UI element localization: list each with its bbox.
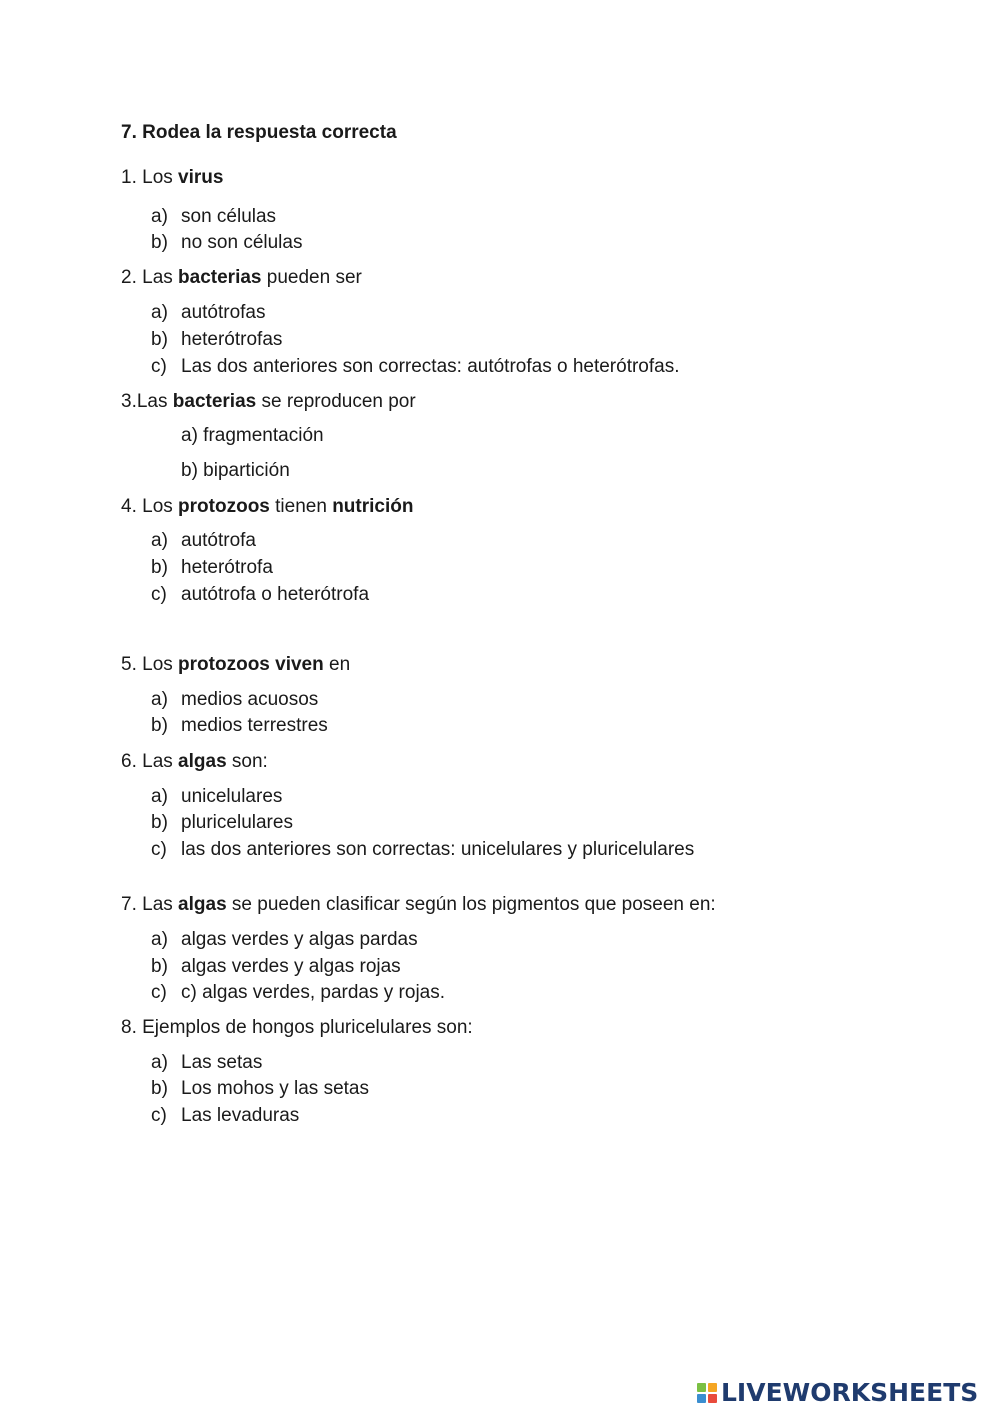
option-7b[interactable]: b) algas verdes y algas rojas bbox=[151, 956, 401, 977]
question-1: 1. Los virus bbox=[121, 167, 224, 188]
liveworksheets-logo[interactable] bbox=[697, 1378, 978, 1408]
option-3a[interactable]: a) fragmentación bbox=[181, 425, 324, 446]
option-3b[interactable]: b) bipartición bbox=[181, 460, 290, 481]
question-4: 4. Los protozoos tienen nutrición bbox=[121, 496, 414, 517]
option-6b[interactable]: b) pluricelulares bbox=[151, 812, 293, 833]
question-7: 7. Las algas se pueden clasificar según los pigmentos que poseen en: bbox=[121, 894, 716, 915]
question-3: 3.Las bacterias se reproducen por bbox=[121, 391, 416, 412]
question-5: 5. Los protozoos viven en bbox=[121, 654, 351, 675]
option-6c[interactable]: c) las dos anteriores son correctas: unicelulares y pluricelulares bbox=[151, 839, 695, 860]
liveworksheets-logo-icon bbox=[697, 1383, 717, 1403]
option-4c[interactable]: c) autótrofa o heterótrofa bbox=[151, 584, 370, 605]
logo-square-red bbox=[708, 1394, 717, 1403]
logo-square-blue bbox=[697, 1394, 706, 1403]
option-8a[interactable]: a) Las setas bbox=[151, 1052, 263, 1073]
option-7c[interactable]: c) c) algas verdes, pardas y rojas. bbox=[151, 982, 446, 1003]
option-2b[interactable]: b) heterótrofas bbox=[151, 329, 283, 350]
option-4b[interactable]: b) heterótrofa bbox=[151, 557, 273, 578]
option-8b[interactable]: b) Los mohos y las setas bbox=[151, 1078, 369, 1099]
option-8c[interactable]: c) Las levaduras bbox=[151, 1105, 300, 1126]
option-2a[interactable]: a) autótrofas bbox=[151, 302, 266, 323]
option-5b[interactable]: b) medios terrestres bbox=[151, 715, 328, 736]
logo-square-green bbox=[697, 1383, 706, 1392]
question-2: 2. Las bacterias pueden ser bbox=[121, 267, 362, 288]
option-4a[interactable]: a) autótrofa bbox=[151, 530, 256, 551]
question-6: 6. Las algas son: bbox=[121, 751, 268, 772]
option-6a[interactable]: a) unicelulares bbox=[151, 786, 283, 807]
option-2c[interactable]: c) Las dos anteriores son correctas: autótrofas o heterótrofas. bbox=[151, 356, 680, 377]
option-5a[interactable]: a) medios acuosos bbox=[151, 689, 319, 710]
logo-square-orange bbox=[708, 1383, 717, 1392]
logo-text: LIVEWORKSHEETS bbox=[721, 1378, 979, 1407]
question-8: 8. Ejemplos de hongos pluricelulares son: bbox=[121, 1017, 473, 1038]
option-1a[interactable]: a) son células bbox=[151, 206, 277, 227]
option-1b[interactable]: b) no son células bbox=[151, 232, 303, 253]
option-7a[interactable]: a) algas verdes y algas pardas bbox=[151, 929, 418, 950]
page-title: 7. Rodea la respuesta correcta bbox=[121, 122, 397, 143]
